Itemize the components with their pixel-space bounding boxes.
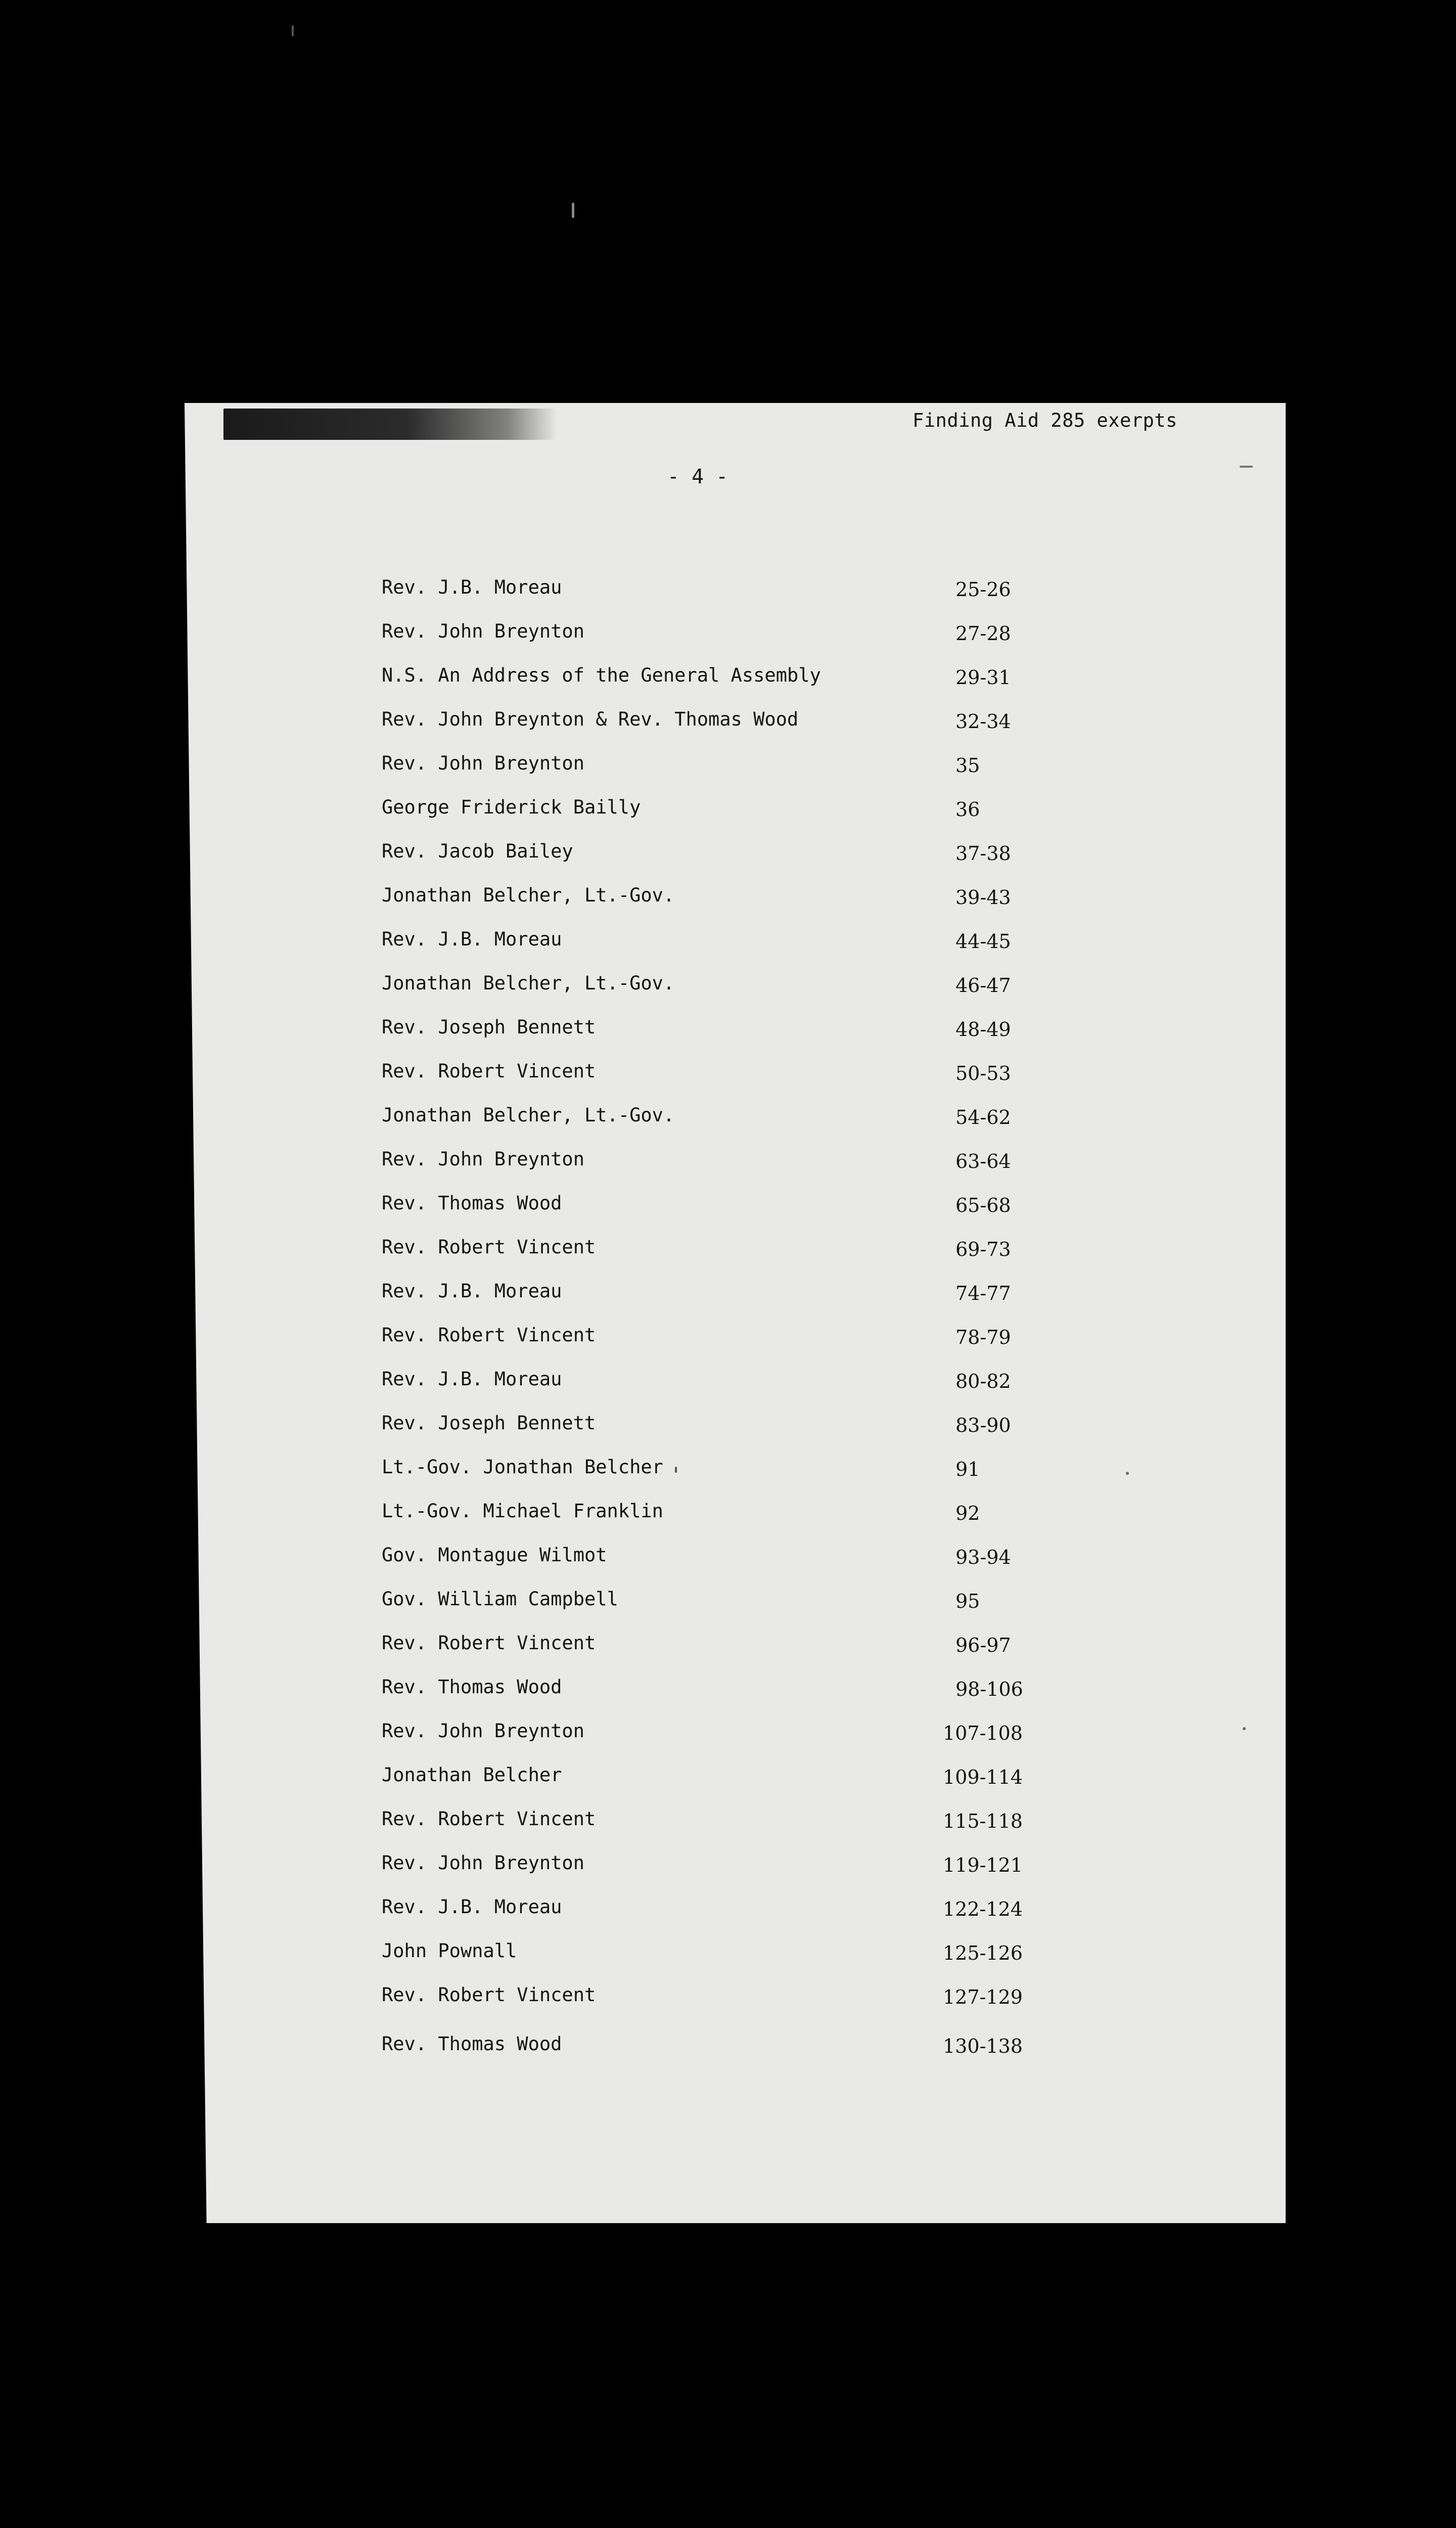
entry-name: Lt.-Gov. Michael Franklin bbox=[382, 1500, 663, 1522]
entry-name: Rev. John Breynton bbox=[382, 1852, 584, 1874]
list-item bbox=[382, 1764, 1049, 1808]
entry-pages: 98-106 bbox=[956, 1678, 1023, 1700]
list-item bbox=[382, 1192, 1049, 1236]
entry-name: Gov. William Campbell bbox=[382, 1588, 618, 1610]
entry-pages: 35 bbox=[956, 754, 980, 777]
entry-pages: 95 bbox=[956, 1590, 980, 1612]
entry-pages: 46-47 bbox=[956, 974, 1011, 997]
list-item bbox=[382, 928, 1049, 972]
scan-speck bbox=[1126, 1472, 1129, 1475]
list-item bbox=[382, 1148, 1049, 1192]
entry-pages: 96-97 bbox=[956, 1634, 1011, 1656]
entry-pages: 91 bbox=[956, 1458, 980, 1480]
entry-pages: 39-43 bbox=[956, 886, 1011, 909]
entry-name: Rev. John Breynton bbox=[382, 1148, 584, 1170]
entry-pages: 127-129 bbox=[943, 1986, 1023, 2008]
list-item bbox=[382, 2033, 1049, 2077]
entry-name: Rev. Robert Vincent bbox=[382, 1060, 596, 1082]
list-item bbox=[382, 1632, 1049, 1676]
list-item bbox=[382, 1720, 1049, 1764]
entry-pages: 107-108 bbox=[943, 1722, 1023, 1744]
list-item bbox=[382, 972, 1049, 1016]
list-item bbox=[382, 884, 1049, 928]
entry-pages: 109-114 bbox=[943, 1766, 1023, 1788]
scan-speck bbox=[675, 1467, 677, 1473]
entry-pages: 93-94 bbox=[956, 1546, 1011, 1568]
list-item bbox=[382, 1104, 1049, 1148]
list-item bbox=[382, 1016, 1049, 1060]
scan-speck bbox=[1240, 466, 1253, 468]
scan-speck bbox=[1243, 1727, 1246, 1730]
entry-name: Rev. John Breynton bbox=[382, 1720, 584, 1742]
list-item bbox=[382, 796, 1049, 840]
entry-pages: 63-64 bbox=[956, 1150, 1011, 1172]
entry-name: N.S. An Address of the General Assembly bbox=[382, 664, 821, 686]
finding-aid-reference: Finding Aid 285 exerpts bbox=[913, 410, 1177, 431]
entry-pages: 83-90 bbox=[956, 1414, 1011, 1436]
entry-name: Rev. Robert Vincent bbox=[382, 1236, 596, 1258]
entry-pages: 80-82 bbox=[956, 1370, 1011, 1392]
entry-name: Rev. John Breynton bbox=[382, 752, 584, 774]
entry-name: Rev. J.B. Moreau bbox=[382, 928, 562, 950]
list-item bbox=[382, 1984, 1049, 2028]
entry-pages: 92 bbox=[956, 1502, 980, 1524]
entry-pages: 122-124 bbox=[943, 1898, 1023, 1920]
entry-pages: 119-121 bbox=[943, 1854, 1023, 1876]
entry-pages: 27-28 bbox=[956, 622, 1011, 645]
scan-speck bbox=[292, 25, 294, 36]
list-item bbox=[382, 664, 1049, 708]
list-item bbox=[382, 1808, 1049, 1852]
entry-pages: 125-126 bbox=[943, 1942, 1023, 1964]
entry-pages: 130-138 bbox=[943, 2035, 1023, 2057]
entry-pages: 29-31 bbox=[956, 666, 1011, 689]
list-item bbox=[382, 1236, 1049, 1280]
entry-name: Lt.-Gov. Jonathan Belcher bbox=[382, 1456, 663, 1478]
list-item bbox=[382, 840, 1049, 884]
list-item bbox=[382, 1544, 1049, 1588]
entry-name: Gov. Montague Wilmot bbox=[382, 1544, 607, 1566]
scan-speck bbox=[572, 203, 574, 218]
entry-name: Rev. Robert Vincent bbox=[382, 1808, 596, 1830]
list-item bbox=[382, 576, 1049, 620]
list-item bbox=[382, 708, 1049, 752]
entry-pages: 48-49 bbox=[956, 1018, 1011, 1041]
entry-name: Rev. Joseph Bennett bbox=[382, 1412, 596, 1434]
entry-name: Rev. Robert Vincent bbox=[382, 1324, 596, 1346]
entry-pages: 78-79 bbox=[956, 1326, 1011, 1348]
list-item bbox=[382, 1412, 1049, 1456]
list-item bbox=[382, 1676, 1049, 1720]
entry-name: Rev. Thomas Wood bbox=[382, 2033, 562, 2055]
entry-name: Jonathan Belcher, Lt.-Gov. bbox=[382, 884, 675, 906]
list-item bbox=[382, 1368, 1049, 1412]
list-item bbox=[382, 1896, 1049, 1940]
list-item bbox=[382, 1456, 1049, 1500]
entry-name: George Friderick Bailly bbox=[382, 796, 641, 818]
entry-pages: 25-26 bbox=[956, 578, 1011, 601]
entry-name: Jonathan Belcher bbox=[382, 1764, 562, 1786]
entry-name: Rev. J.B. Moreau bbox=[382, 1896, 562, 1918]
entry-pages: 54-62 bbox=[956, 1106, 1011, 1128]
list-item bbox=[382, 1280, 1049, 1324]
entry-pages: 115-118 bbox=[943, 1810, 1023, 1832]
entry-pages: 37-38 bbox=[956, 842, 1011, 865]
list-item bbox=[382, 1852, 1049, 1896]
entry-name: Rev. Robert Vincent bbox=[382, 1984, 596, 2006]
entry-name: Rev. Joseph Bennett bbox=[382, 1016, 596, 1038]
entry-name: Jonathan Belcher, Lt.-Gov. bbox=[382, 1104, 675, 1126]
entry-name: Rev. John Breynton & Rev. Thomas Wood bbox=[382, 708, 799, 730]
entry-pages: 44-45 bbox=[956, 930, 1011, 953]
entry-name: Rev. Thomas Wood bbox=[382, 1676, 562, 1698]
entry-name: Rev. Robert Vincent bbox=[382, 1632, 596, 1654]
list-item bbox=[382, 1588, 1049, 1632]
entry-name: Rev. J.B. Moreau bbox=[382, 576, 562, 598]
edge-smudge bbox=[223, 409, 557, 440]
entry-pages: 69-73 bbox=[956, 1238, 1011, 1260]
entry-name: Rev. John Breynton bbox=[382, 620, 584, 642]
list-item bbox=[382, 1060, 1049, 1104]
entry-pages: 74-77 bbox=[956, 1282, 1011, 1304]
entry-name: Rev. Jacob Bailey bbox=[382, 840, 573, 862]
list-item bbox=[382, 752, 1049, 796]
list-item bbox=[382, 1500, 1049, 1544]
entry-pages: 65-68 bbox=[956, 1194, 1011, 1216]
entry-pages: 36 bbox=[956, 798, 980, 821]
entry-name: Jonathan Belcher, Lt.-Gov. bbox=[382, 972, 675, 994]
entry-name: Rev. J.B. Moreau bbox=[382, 1368, 562, 1390]
list-item bbox=[382, 1940, 1049, 1984]
entry-name: Rev. Thomas Wood bbox=[382, 1192, 562, 1214]
entry-name: John Pownall bbox=[382, 1940, 517, 1962]
list-item bbox=[382, 620, 1049, 664]
list-item bbox=[382, 1324, 1049, 1368]
entry-pages: 50-53 bbox=[956, 1062, 1011, 1085]
page-number: - 4 - bbox=[667, 465, 729, 488]
entry-name: Rev. J.B. Moreau bbox=[382, 1280, 562, 1302]
entry-list bbox=[382, 576, 1049, 2077]
entry-pages: 32-34 bbox=[956, 710, 1011, 733]
